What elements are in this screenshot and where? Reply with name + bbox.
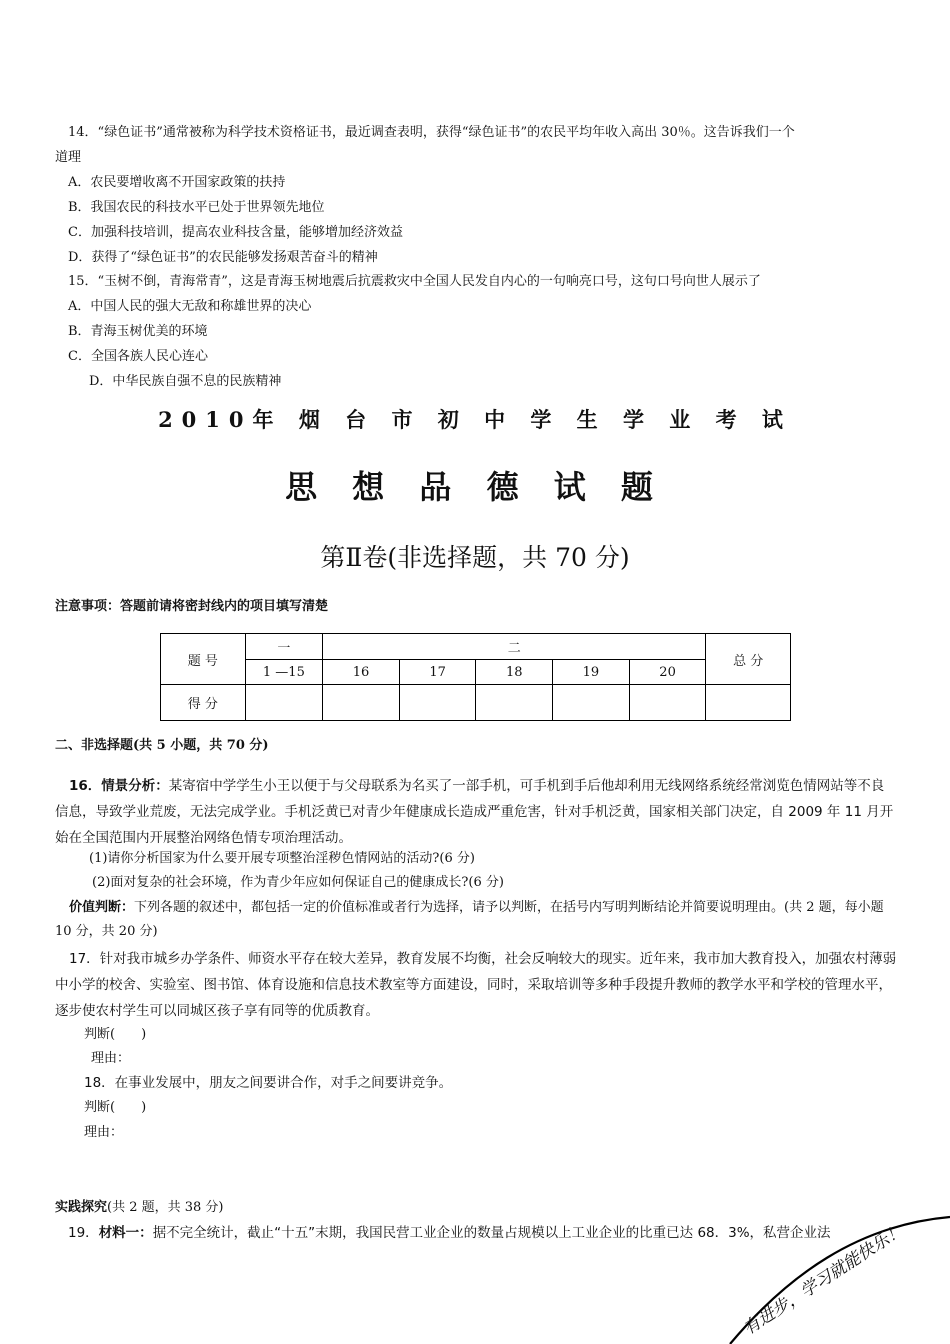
score-cell[interactable] — [629, 685, 706, 721]
q19-text: 据不完全统计，截止“十五”末期，我国民营工业企业的数量占规模以上工业企业的比重已达 68．3%，私营企业法 — [152, 1225, 831, 1241]
q19-number: 19． — [68, 1225, 99, 1241]
score-table-col: 19 — [553, 660, 630, 685]
score-table-score-label: 得 分 — [161, 685, 246, 721]
score-table-total: 总 分 — [706, 634, 791, 685]
q17-judge: 判断( ) — [84, 1027, 147, 1042]
score-table-col: 18 — [476, 660, 553, 685]
score-table-col: 17 — [399, 660, 476, 685]
handwriting-decoration — [718, 1195, 950, 1344]
q19-label: 材料一： — [98, 1225, 153, 1241]
q16-sub1: (1)请你分析国家为什么要开展专项整治淫秽色情网站的活动?(6 分) — [89, 851, 475, 866]
q14-stem-line1: 14．“绿色证书”通常被称为科学技术资格证书，最近调查表明，获得“绿色证书”的农民平均年收入高出 30％。这告诉我们一个 — [68, 125, 795, 140]
score-cell[interactable] — [323, 685, 400, 721]
q14-stem-line2: 道理 — [55, 150, 82, 165]
q18-judge: 判断( ) — [84, 1100, 147, 1115]
value-judgment-label: 价值判断： — [69, 900, 135, 915]
value-judgment-paragraph — [55, 896, 897, 944]
q15-option-d: D．中华民族自强不息的民族精神 — [89, 374, 282, 389]
score-cell[interactable] — [476, 685, 553, 721]
score-cell[interactable] — [245, 685, 323, 721]
q16-label: 16．情景分析： — [69, 778, 169, 794]
practice-label: 实践探究 — [55, 1200, 108, 1215]
q14-option-d: D．获得了“绿色证书”的农民能够发扬艰苦奋斗的精神 — [68, 250, 378, 265]
exam-title: 2010年 烟 台 市 初 中 学 生 学 业 考 试 — [158, 407, 792, 432]
section2-title: 二、非选择题(共 5 小题，共 70 分) — [55, 738, 269, 753]
q14-option-c: C．加强科技培训，提高农业科技含量，能够增加经济效益 — [68, 225, 403, 240]
q17-paragraph: 17．针对我市城乡办学条件、师资水平存在较大差异，教育发展不均衡，社会反响较大的现实。近年来，我市加大教育投入，加强农村薄弱中小学的校舍、实验室、图书馆、体育设施和信息技术教室等方面建设，同时，采取培训等多种手段提升教师的教学水平和学校的管理水平，逐步使农村学生可以同城区孩子享有同等的优质教育。 — [55, 951, 897, 1019]
q14-option-b: B．我国农民的科技水平已处于世界领先地位 — [68, 200, 325, 215]
practice-heading — [55, 1196, 224, 1220]
subject-title: 思 想 品 德 试 题 — [285, 468, 665, 506]
handwriting-text: 有进步，学习就能快乐！ — [739, 1220, 908, 1340]
score-table-col: 20 — [629, 660, 706, 685]
q18-reason: 理由： — [84, 1125, 124, 1140]
value-judgment-text: 下列各题的叙述中，都包括一定的价值标准或者行为选择，请予以判断，在括号内写明判断结论并简要说明理由。(共 2 题，每小题 10 分，共 20 分) — [55, 900, 884, 939]
q15-option-c: C．全国各族人民心连心 — [68, 349, 208, 364]
score-table-number-label: 题 号 — [161, 634, 246, 685]
score-table-group-one: 一 — [245, 634, 323, 660]
score-table-group-two: 二 — [323, 634, 706, 660]
q19-line — [68, 1221, 831, 1245]
practice-meta: (共 2 题，共 38 分) — [107, 1200, 224, 1215]
q14-option-a: A．农民要增收离不开国家政策的扶持 — [68, 175, 286, 190]
q16-paragraph — [55, 773, 897, 851]
score-table-col: 1 —15 — [245, 660, 323, 685]
q15-stem: 15．“玉树不倒，青海常青”，这是青海玉树地震后抗震救灾中全国人民发自内心的一句响亮口号，这句口号向世人展示了 — [68, 274, 761, 289]
part-title: 第Ⅱ卷(非选择题，共 70 分) — [320, 543, 630, 572]
score-cell[interactable] — [706, 685, 791, 721]
score-table-col: 16 — [323, 660, 400, 685]
score-cell[interactable] — [553, 685, 630, 721]
notice: 注意事项：答题前请将密封线内的项目填写清楚 — [55, 599, 329, 614]
score-table — [160, 633, 791, 721]
q18-text: 18．在事业发展中，朋友之间要讲合作，对手之间要讲竞争。 — [84, 1075, 453, 1091]
q16-text: 某寄宿中学学生小王以便于与父母联系为名买了一部手机，可手机到手后他却利用无线网络系统经常浏览色情网站等不良信息，导致学业荒废，无法完成学业。手机泛黄已对青少年健康成长造成严重危害，针对手机泛黄，国家相关部门决定，自 2009 年 11 月开始在全国范围内开展整治网络色情专项治理活动。 — [55, 778, 894, 846]
score-cell[interactable] — [399, 685, 476, 721]
q16-sub2: (2)面对复杂的社会环境，作为青少年应如何保证自己的健康成长?(6 分) — [92, 875, 504, 890]
q15-option-b: B．青海玉树优美的环境 — [68, 324, 208, 339]
q17-reason: 理由： — [91, 1051, 131, 1066]
q15-option-a: A．中国人民的强大无敌和称雄世界的决心 — [68, 299, 312, 314]
